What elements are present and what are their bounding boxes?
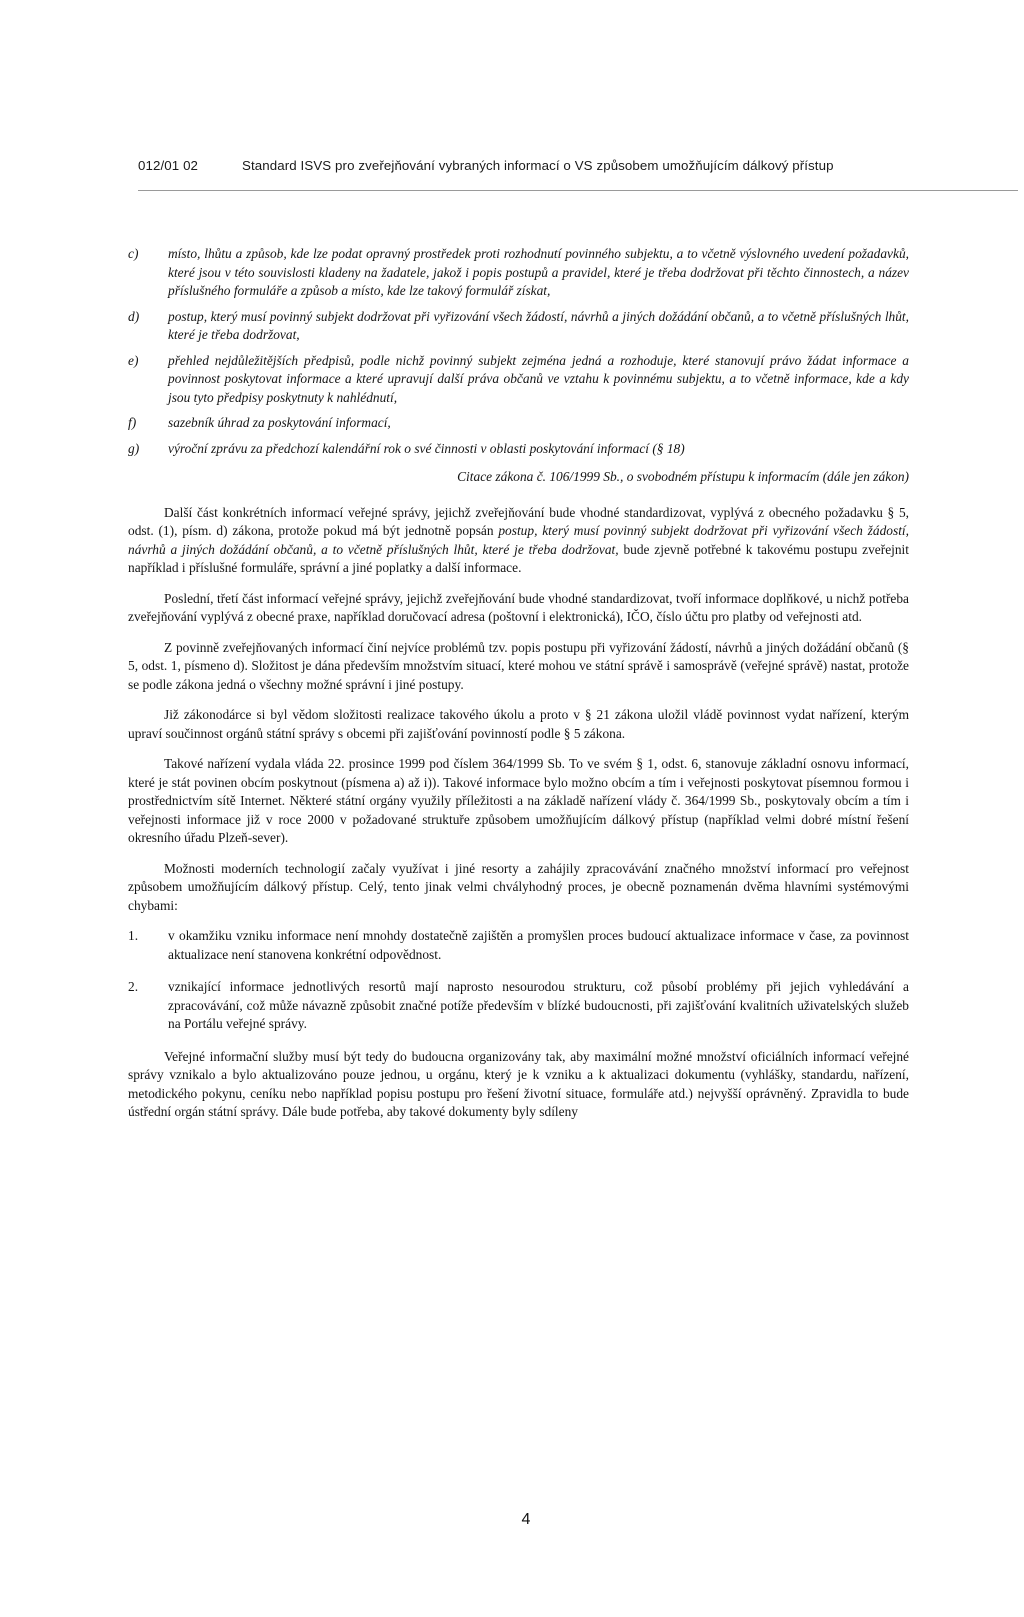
page-number: 4 [521, 1511, 531, 1528]
list-item-text: postup, který musí povinný subjekt dodržovat při vyřizování všech žádostí, návrhů a jiných dožádání občanů, a to včetně příslušných lhůt, které je třeba dodržovat, [168, 308, 909, 342]
paragraph: Již zákonodárce si byl vědom složitosti realizace takového úkolu a proto v § 21 zákona uložil vládě povinnost vydat nařízení, kterým upraví součinnost orgánů státní správy s obcemi při zajišťování povinností podle § 5 zákona. [128, 707, 909, 741]
numbered-item-text: v okamžiku vzniku informace není mnohdy dostatečně zajištěn a promyšlen proces budoucí aktualizace informace v čase, za povinnost aktualizace není stanovena konkrétní odpovědnost. [168, 928, 909, 962]
list-item-label: f) [128, 415, 137, 430]
paragraph-text: Další část konkrétních informací veřejné správy, jejichž zveřejňování bude vhodné standardizovat, vyplývá z obecného požadavku § 5, odst. (1), písm. d) zákona, protože pokud má být jednotně popsán [128, 504, 909, 538]
document-body [128, 245, 909, 1134]
list-item-label: e) [128, 352, 139, 368]
list-item-label: d) [128, 308, 140, 324]
paragraph: Takové nařízení vydala vláda 22. prosince 1999 pod číslem 364/1999 Sb. To ve svém § 1, odst. 6, stanovuje základní osnovu informací, které je stát povinen obcím poskytnout (písmena a) až i)). Takové informace bylo možno obcím a tím i veřejnosti poskytovat písemnou formou i prostřednictvím sítě Internet. Některé státní orgány využily příležitosti a na základě nařízení vlády č. 364/1999 Sb., poskytovaly obcím a tím i veřejnosti informace již v roce 2000 v požadované struktuře způsobem umožňujícím dálkový přístup (například velmi dobré místní řešení okresního úřadu Plzeň-sever). [128, 756, 909, 845]
paragraph: Poslední, třetí část informací veřejné správy, jejichž zveřejňování bude vhodné standardizovat, tvoří informace doplňkové, u nichž potřeba zveřejňování vyplývá z obecné praxe, například doručovací adresa (poštovní i elektronická), IČO, číslo účtu pro platby od veřejnosti atd. [128, 590, 909, 624]
paragraph [128, 504, 909, 578]
paragraph: Veřejné informační služby musí být tedy do budoucna organizovány tak, aby maximální možné množství oficiálních informací veřejné správy vznikalo a bylo aktualizováno pouze jednou, u orgánu, který je k vzniku a k aktualizaci dokumentu (vyhlášky, standardu, nařízení, metodického pokynu, ceníku nebo například popisu postupu pro řešení životní situace, formuláře atd.) nejvyšší oprávněný. Zpravidla to bude ústřední orgán státní správy. Dále bude potřeba, aby takové dokumenty byly sdíleny [128, 1048, 909, 1119]
list-item-text: místo, lhůtu a způsob, kde lze podat opravný prostředek proti rozhodnutí povinného subjektu, a to včetně výslovného uvedení požadavků, které jsou v této souvislosti kladeny na žadatele, jakož i popis postupů a pravidel, které je třeba dodržovat při těchto činnostech, a název příslušného formuláře a způsob a místo, kde lze takový formulář získat, [168, 246, 909, 298]
list-item-text: přehled nejdůležitějších předpisů, podle nichž povinný subjekt zejména jedná a rozhoduje, které stanovují právo žádat informace a povinnost poskytovat informace a které upravují další práva občanů ve vztahu k povinnému subjektu, a to včetně informace, kde a kdy jsou tyto předpisy poskytnuty k nahlédnutí, [168, 352, 909, 405]
list-item [128, 352, 909, 408]
document-code: 012/01 02 [138, 158, 199, 173]
list-item [128, 440, 909, 459]
list-item-text: sazebník úhrad za poskytování informací, [168, 415, 391, 430]
paragraph-text: bude zjevně potřebné k takovému postupu zveřejnit například i příslušné formuláře, správní a jiné poplatky a další informace. [128, 541, 909, 575]
list-item-text: výroční zprávu za předchozí kalendářní rok o své činnosti v oblasti poskytování informací (§ 18) [168, 440, 685, 456]
numbered-item [128, 978, 909, 1034]
header-divider [138, 190, 1018, 191]
numbered-item-text: vznikající informace jednotlivých resortů mají naprosto nesourodou strukturu, což působí problémy při jejich vyhledávání a zpracovávání, což může návazně způsobit značné potíže především v blízké budoucnosti, při zajišťování kvalitních uživatelských služeb na Portálu veřejné správy. [168, 979, 909, 1031]
numbered-item-label: 1. [128, 928, 139, 943]
list-item [128, 414, 909, 433]
list-item-label: c) [128, 246, 139, 261]
list-item [128, 245, 909, 301]
numbered-item [128, 927, 909, 964]
document-title: Standard ISVS pro zveřejňování vybraných informací o VS způsobem umožňujícím dálkový přístup [242, 158, 834, 173]
paragraph: Z povinně zveřejňovaných informací činí nejvíce problémů tzv. popis postupu při vyřizování žádostí, návrhů a jiných dožádání občanů (§ 5, odst. 1, písmeno d). Složitost je dána především množstvím situací, které mohou ve státní správě i samosprávě (veřejné správě) nastat, protože se podle zákona jedná o všechny možné správní i jiné postupy. [128, 639, 909, 692]
page-header [138, 158, 1018, 173]
paragraph: Možnosti moderních technologií začaly využívat i jiné resorty a zahájily zpracovávání značného množství informací pro veřejnost způsobem umožňujícím dálkový přístup. Celý, tento jinak velmi chvályhodný proces, je obecně poznamenán dvěma hlavními systémovými chybami: [128, 860, 909, 913]
numbered-item-label: 2. [128, 979, 139, 994]
paragraph-emphasis: postup, který musí povinný subjekt dodržovat při vyřizování všech žádostí, návrhů a jiných dožádání občanů, a to včetně příslušných lhůt, které je třeba dodržovat, [128, 523, 909, 557]
law-citation: Citace zákona č. 106/1999 Sb., o svobodném přístupu k informacím (dále jen zákon) [457, 469, 909, 484]
list-item [128, 308, 909, 345]
list-item-label: g) [128, 440, 140, 456]
